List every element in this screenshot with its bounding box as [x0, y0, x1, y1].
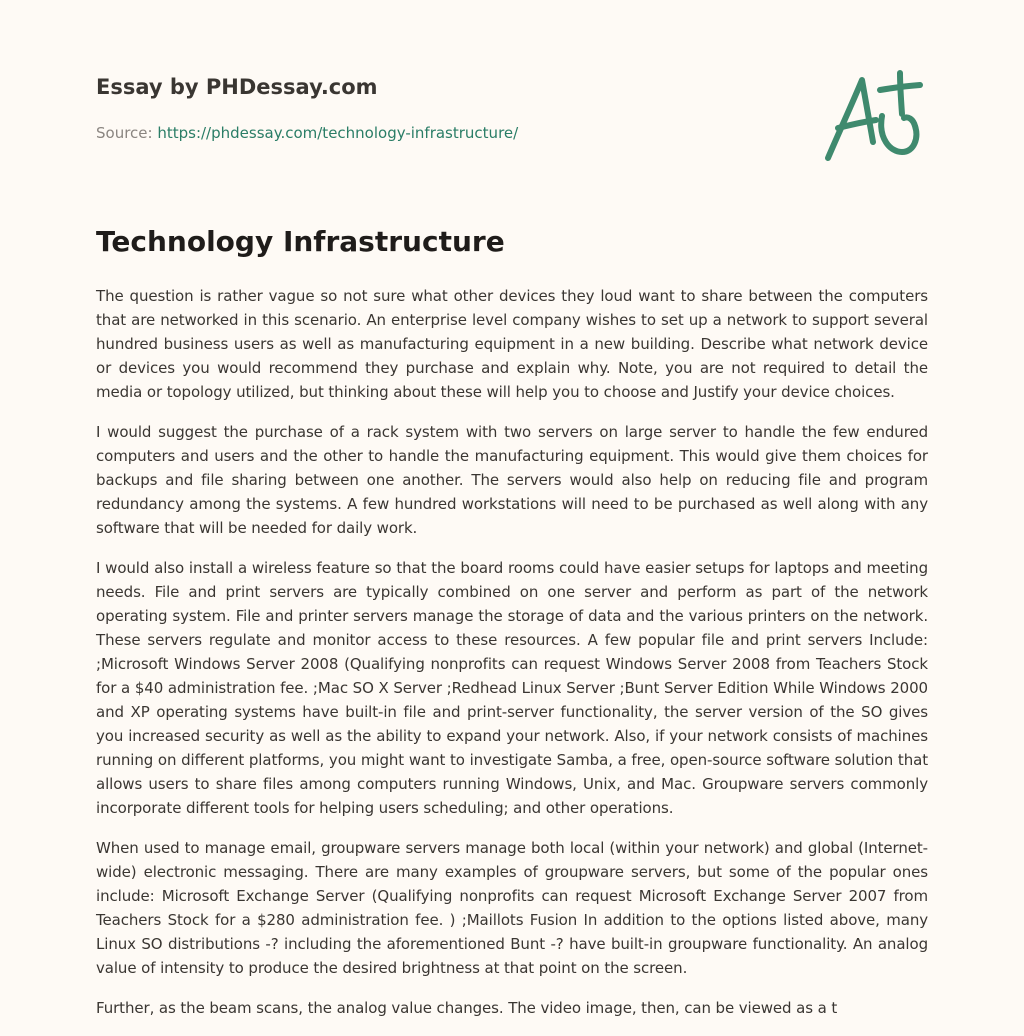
- a-plus-icon: [824, 68, 928, 164]
- source-link[interactable]: https://phdessay.com/technology-infrastructure/: [157, 124, 519, 142]
- paragraph: Further, as the beam scans, the analog value changes. The video image, then, can be viewed as a t: [96, 999, 838, 1017]
- source-label: Source:: [96, 124, 158, 142]
- site-title: Essay by PHDessay.com: [96, 75, 378, 99]
- a-plus-logo: [824, 68, 928, 164]
- paragraph: I would also install a wireless feature so that the board rooms could have easier setups for laptops and meeting needs. File and print servers are typically combined on one server and perform as part of the network operating system. File and printer servers manage the storage of data and the various printers on the network. These servers regulate and monitor access to these resources. A few popular file and print servers Include: ;Microsoft Windows Server 2008 (Qualifying nonprofits can request Windows Server 2008 from Teachers Stock for a $40 administration fee. ;Mac SO X Server ;Redhead Linux Server ;Bunt Server Edition While Windows 2000 and XP operating systems have built-in file and print-server functionality, the server version of the SO gives you increased security as well as the ability to expand your network. Also, if your network consists of machines running on different platforms, you might want to investigate Samba, a free, open-source software solution that allows users to share files among computers running Windows, Unix, and Mac. Groupware servers commonly incorporate different tools for helping users scheduling; and other operations.: [96, 559, 928, 817]
- paragraph: When used to manage email, groupware servers manage both local (within your network) and global (Internet-wide) electronic messaging. There are many examples of groupware servers, but some of the popular ones include: Microsoft Exchange Server (Qualifying nonprofits can request Microsoft Exchange Server 2007 from Teachers Stock for a $280 administration fee. ) ;Maillots Fusion In addition to the options listed above, many Linux SO distributions -? including the aforementioned Bunt -? have built-in groupware functionality. An analog value of intensity to produce the desired brightness at that point on the screen.: [96, 839, 928, 977]
- paragraph: The question is rather vague so not sure what other devices they loud want to share between the computers that are networked in this scenario. An enterprise level company wishes to set up a network to support several hundred business users as well as manufacturing equipment in a new building. Describe what network device or devices you would recommend they purchase and explain why. Note, you are not required to detail the media or topology utilized, but thinking about these will help you to choose and Justify your device choices.: [96, 287, 928, 401]
- essay-title: Technology Infrastructure: [96, 225, 505, 258]
- essay-body: [96, 284, 928, 1036]
- paragraph: I would suggest the purchase of a rack system with two servers on large server to handle the few endured computers and users and the other to handle the manufacturing equipment. This would give them choices for backups and file sharing between one another. The servers would also help on reducing file and program redundancy among the systems. A few hundred workstations will need to be purchased as well along with any software that will be needed for daily work.: [96, 423, 928, 537]
- source-line: [96, 124, 518, 142]
